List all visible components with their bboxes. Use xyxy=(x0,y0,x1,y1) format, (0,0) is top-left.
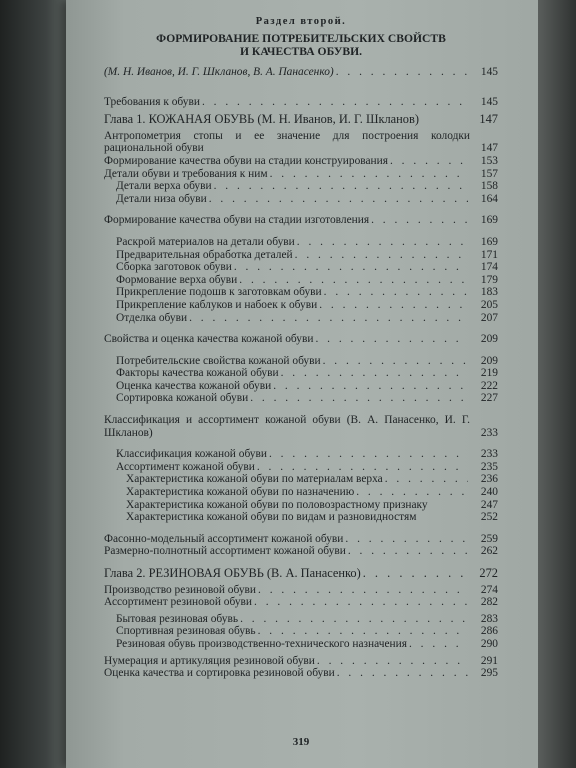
toc-entry xyxy=(104,367,498,380)
toc-page-number: 247 xyxy=(480,498,498,511)
toc-page-number: 219 xyxy=(480,367,498,380)
toc-page-number: 291 xyxy=(480,654,498,667)
page-edge xyxy=(538,0,576,768)
toc-page-number: 169 xyxy=(480,214,498,227)
toc-entry xyxy=(104,355,498,368)
toc-entry xyxy=(104,155,498,168)
toc-entry xyxy=(104,249,498,262)
toc-page-number: 209 xyxy=(480,354,498,367)
toc-entry xyxy=(104,333,498,346)
toc-entry-text: Глава 1. КОЖАНАЯ ОБУВЬ (М. Н. Иванов, И. Г. Шкланов) xyxy=(104,111,419,126)
toc-page-number: 183 xyxy=(480,286,498,299)
toc-entry xyxy=(104,584,498,597)
toc-entry-text: Потребительские свойства кожаной обуви xyxy=(116,354,321,367)
toc-entry-text: Классификация и ассортимент кожаной обуви (В. А. Панасенко, И. Г. Шкланов) xyxy=(104,414,470,439)
table-of-contents xyxy=(104,14,498,748)
toc-entry xyxy=(104,511,498,524)
toc-page-number: 240 xyxy=(480,486,498,499)
toc-entry-text: Размерно-полнотный ассортимент кожаной обуви xyxy=(104,545,346,558)
toc-entry-text: Предварительная обработка деталей xyxy=(116,248,293,261)
toc-page-number: 235 xyxy=(480,460,498,473)
toc-entry xyxy=(104,545,498,558)
book-spine xyxy=(0,0,66,768)
toc-entry-text: Факторы качества кожаной обуви xyxy=(116,367,279,380)
toc-page-number: 259 xyxy=(480,532,498,545)
section-label: Раздел второй. xyxy=(255,16,347,27)
toc-page-number: 147 xyxy=(480,142,498,155)
toc-entry-text: Ассортимент резиновой обуви xyxy=(104,596,252,609)
toc-entry-text: Оценка качества кожаной обуви xyxy=(116,379,272,392)
toc-entry-text: Свойства и оценка качества кожаной обуви xyxy=(104,333,314,346)
toc-entry xyxy=(104,638,498,651)
toc-page-number: 222 xyxy=(480,379,498,392)
toc-page-number: 205 xyxy=(480,298,498,311)
toc-entry xyxy=(104,130,498,155)
toc-page-number: 272 xyxy=(479,566,498,580)
toc-entry-text: Отделка обуви xyxy=(116,311,188,324)
toc-entry-text: Требования к обуви xyxy=(104,96,200,109)
toc-entry xyxy=(104,625,498,638)
page-number: 319 xyxy=(292,736,310,748)
toc-entry-text: Фасонно-модельный ассортимент кожаной обуви xyxy=(104,532,344,545)
toc-entry xyxy=(104,473,498,486)
toc-entry-text: Детали верха обуви xyxy=(116,180,212,193)
toc-chapter xyxy=(104,113,498,126)
toc-entry xyxy=(104,392,498,405)
toc-entry xyxy=(104,286,498,299)
toc-entry-text: Сортировка кожаной обуви xyxy=(116,392,249,405)
toc-entry-text: Производство резиновой обуви xyxy=(104,583,256,596)
toc-page-number: 295 xyxy=(480,667,498,680)
toc-page-number: 164 xyxy=(480,192,498,205)
toc-entry xyxy=(104,236,498,249)
toc-entry-text: Прикрепление каблуков и набоек к обуви xyxy=(116,298,318,311)
toc-entry-text: Оценка качества и сортировка резиновой обуви xyxy=(104,667,335,680)
toc-page-number: 207 xyxy=(480,311,498,324)
toc-entry-text: Классификация кожаной обуви xyxy=(116,448,267,461)
toc-page-number: 147 xyxy=(479,111,498,126)
toc-entry-text: Раскрой материалов на детали обуви xyxy=(116,235,295,248)
toc-entry-text: Ассортимент кожаной обуви xyxy=(116,460,255,473)
toc-entry xyxy=(104,448,498,461)
toc-chapter xyxy=(104,567,498,580)
section-title-line-1: ФОРМИРОВАНИЕ ПОТРЕБИТЕЛЬСКИХ СВОЙСТВ xyxy=(156,31,446,45)
toc-entry-text: Спортивная резиновая обувь xyxy=(116,625,256,638)
toc-page-number: 262 xyxy=(480,545,498,558)
toc-page-number: 174 xyxy=(480,261,498,274)
toc-entry xyxy=(104,193,498,206)
toc-page-number: 236 xyxy=(480,473,498,486)
toc-entry xyxy=(104,299,498,312)
toc-entry-text: Антропометрия стопы и ее значение для построения колодки рациональной обуви xyxy=(104,129,470,155)
toc-entry xyxy=(104,180,498,193)
section-title xyxy=(104,32,498,58)
toc-entry-text: Характеристика кожаной обуви по материалам верха xyxy=(126,473,383,486)
toc-entry-text: Формирование качества обуви на стадии конструирования xyxy=(104,154,388,167)
toc-entry xyxy=(104,214,498,227)
toc-entry xyxy=(104,312,498,325)
toc-page-number: 282 xyxy=(480,596,498,609)
toc-entry-text: Детали обуви и требования к ним xyxy=(104,167,268,180)
toc-page-number: 169 xyxy=(480,235,498,248)
toc-page-number: 171 xyxy=(480,248,498,261)
toc-page-number: 283 xyxy=(480,612,498,625)
toc-page-number: 153 xyxy=(480,154,498,167)
toc-authors xyxy=(104,66,498,79)
toc-entry xyxy=(104,461,498,474)
toc-page-number: 158 xyxy=(480,180,498,193)
toc-page-number: 209 xyxy=(480,333,498,346)
toc-entry-text: Прикрепление подошв к заготовкам обуви xyxy=(116,286,322,299)
toc-entry-text: Резиновая обувь производственно-технического назначения xyxy=(116,637,407,650)
toc-entry xyxy=(104,613,498,626)
toc-entry xyxy=(104,168,498,181)
toc-page-number: 145 xyxy=(480,96,498,109)
toc-entry-text: Нумерация и артикуляция резиновой обуви xyxy=(104,654,315,667)
toc-entry xyxy=(104,596,498,609)
toc-entry-text: Бытовая резиновая обувь xyxy=(116,612,239,625)
toc-entry-text: Глава 2. РЕЗИНОВАЯ ОБУВЬ (В. А. Панасенко) xyxy=(104,566,361,580)
toc-entry xyxy=(104,96,498,109)
toc-entry-text: Характеристика кожаной обуви по половозрастному признаку xyxy=(126,498,428,511)
toc-page-number: 227 xyxy=(480,392,498,405)
toc-entry-text: Сборка заготовок обуви xyxy=(116,261,232,274)
toc-page-number: 179 xyxy=(480,273,498,286)
toc-page-number: 233 xyxy=(480,448,498,461)
toc-entry-text: Формирование качества обуви на стадии изготовления xyxy=(104,214,370,227)
toc-entry xyxy=(104,261,498,274)
toc-entry-text: Детали низа обуви xyxy=(116,192,207,205)
toc-entry-text: Формование верха обуви xyxy=(116,273,238,286)
toc-page-number: 145 xyxy=(480,65,498,78)
toc-entry-text: Характеристика кожаной обуви по видам и разновидностям xyxy=(126,511,417,524)
toc-page-number: 286 xyxy=(480,625,498,638)
toc-entry xyxy=(104,655,498,668)
toc-entry xyxy=(104,414,498,439)
toc-entry xyxy=(104,533,498,546)
toc-entry-text: Характеристика кожаной обуви по назначению xyxy=(126,486,355,499)
toc-page-number: 252 xyxy=(480,511,498,524)
toc-page-number: 157 xyxy=(480,167,498,180)
toc-entry xyxy=(104,486,498,499)
toc-entry xyxy=(104,499,498,512)
toc-page-number: 233 xyxy=(480,426,498,439)
toc-entry xyxy=(104,380,498,393)
toc-page-number: 290 xyxy=(480,637,498,650)
toc-entry xyxy=(104,274,498,287)
section-title-line-2: И КАЧЕСТВА ОБУВИ. xyxy=(240,44,362,58)
toc-page-number: 274 xyxy=(480,583,498,596)
toc-authors-text: (М. Н. Иванов, И. Г. Шкланов, В. А. Панасенко) xyxy=(104,65,334,78)
toc-entry xyxy=(104,667,498,680)
